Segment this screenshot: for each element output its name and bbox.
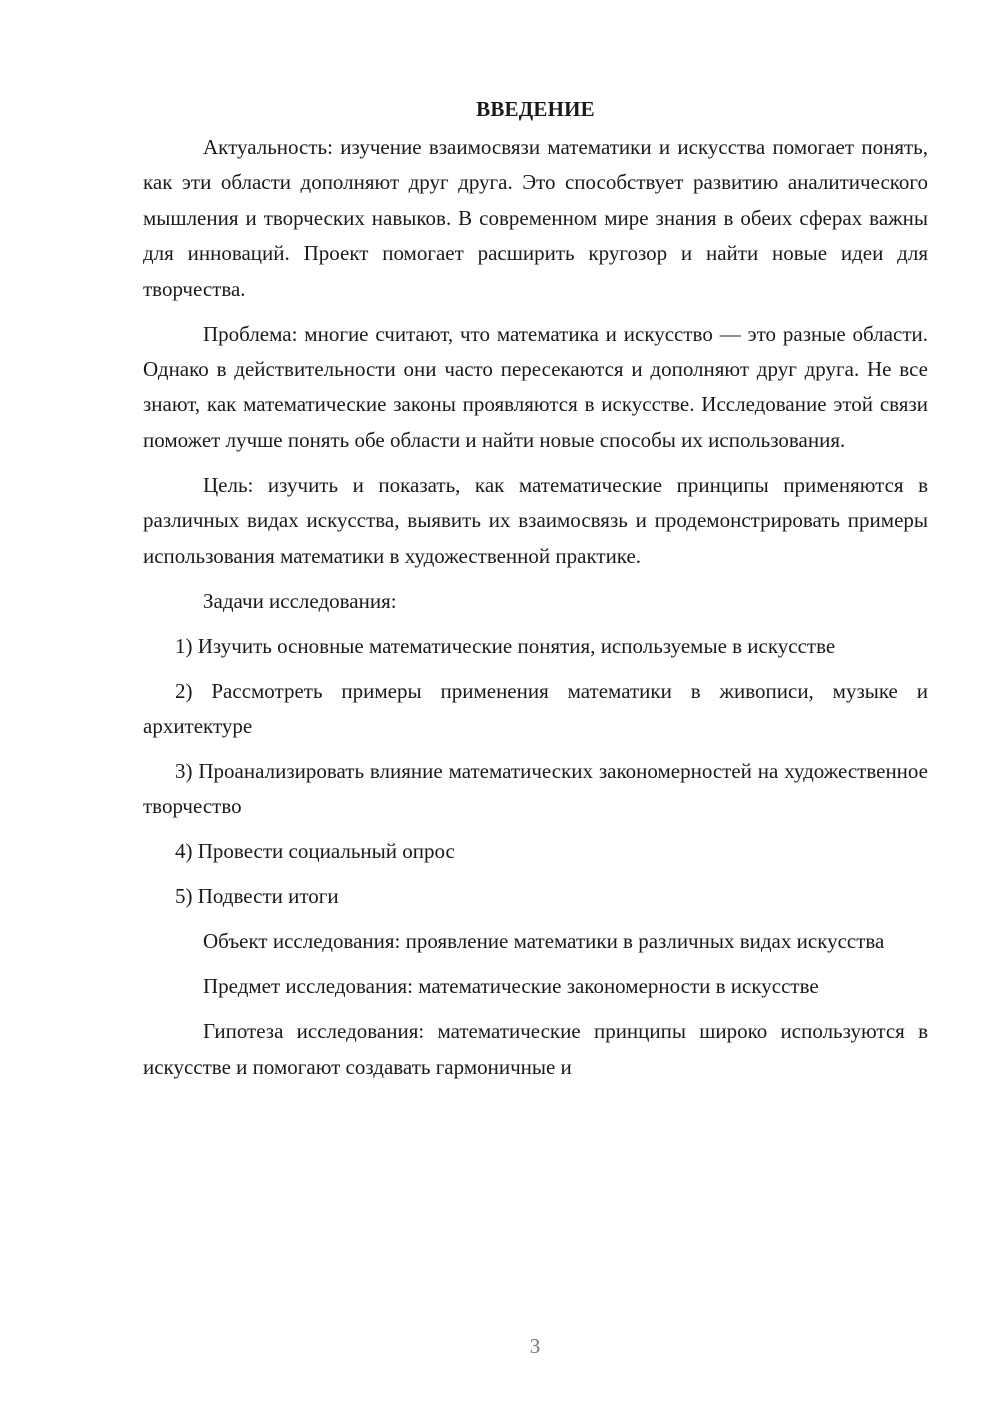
- paragraph-problem: Проблема: многие считают, что математика и искусство — это разные области. Однако в действительности они часто пересекаются и дополняют друг друга. Не все знают, как математические законы проявляются в искусстве. Исследование этой связи поможет лучше понять обе области и найти новые способы их использования.: [143, 321, 928, 452]
- page-number: 3: [529, 1334, 541, 1358]
- section-title: ВВЕДЕНИЕ: [476, 97, 595, 121]
- document-page: [143, 92, 928, 1095]
- tasks-heading: Задачи исследования:: [203, 588, 397, 613]
- list-item: 5) Подвести итоги: [175, 884, 339, 909]
- list-item: 4) Провести социальный опрос: [175, 839, 455, 864]
- paragraph-object: Объект исследования: проявление математики в различных видах искусства: [203, 929, 885, 954]
- paragraph-subject: Предмет исследования: математические закономерности в искусстве: [203, 974, 819, 999]
- paragraph-relevance: Актуальность: изучение взаимосвязи математики и искусства помогает понять, как эти области дополняют друг друга. Это способствует развитию аналитического мышления и творческих навыков. В современном мире знания в обеих сферах важны для инноваций. Проект помогает расширить кругозор и найти новые идеи для творчества.: [143, 135, 928, 301]
- list-item: 3) Проанализировать влияние математических закономерностей на художественное творчество: [143, 759, 928, 819]
- list-item: 2) Рассмотреть примеры применения математики в живописи, музыке и архитектуре: [143, 678, 928, 739]
- paragraph-goal: Цель: изучить и показать, как математические принципы применяются в различных видах искусства, выявить их взаимосвязь и продемонстрировать примеры использования математики в художественной практике.: [143, 472, 928, 568]
- list-item: 1) Изучить основные математические понятия, используемые в искусстве: [175, 633, 836, 658]
- paragraph-hypothesis: Гипотеза исследования: математические принципы широко используются в искусстве и помогают создавать гармоничные и: [143, 1019, 928, 1079]
